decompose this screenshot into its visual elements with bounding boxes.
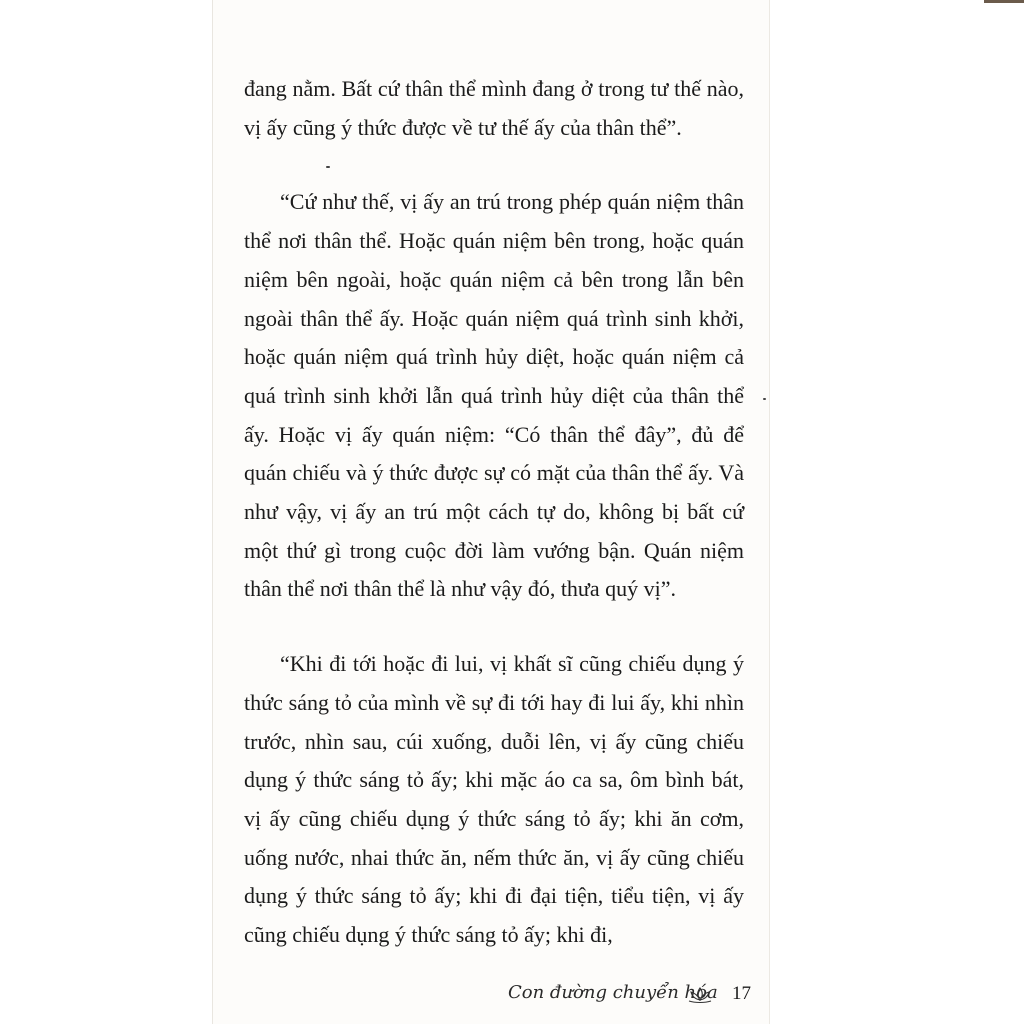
running-footer-title: Con đường chuyển hóa <box>508 982 718 1003</box>
lotus-ornament-icon <box>686 986 714 1004</box>
paragraph-1: đang nằm. Bất cứ thân thể mình đang ở trong tư thế nào, vị ấy cũng ý thức được về tư thế ấy của thân thể”. <box>244 76 744 140</box>
page-body <box>244 70 744 955</box>
paragraph-3: “Khi đi tới hoặc đi lui, vị khất sĩ cũng chiếu dụng ý thức sáng tỏ của mình về sự đi tới hay đi lui ấy, khi nhìn trước, nhìn sau, cúi xuống, duỗi lên, vị ấy cũng chiếu dụng ý thức sáng tỏ ấy; khi mặc áo ca sa, ôm bình bát, vị ấy cũng chiếu dụng ý thức sáng tỏ ấy; khi ăn cơm, uống nước, nhai thức ăn, nếm thức ăn, vị ấy cũng chiếu dụng ý thức sáng tỏ ấy; khi đi đại tiện, tiểu tiện, vị ấy cũng chiếu dụng ý thức sáng tỏ ấy; khi đi, <box>244 651 744 948</box>
scan-edge-mark <box>984 0 1024 3</box>
page-footer <box>0 982 1024 1022</box>
page-number: 17 <box>732 983 751 1004</box>
ink-speck <box>763 398 766 400</box>
paragraph-2: “Cứ như thế, vị ấy an trú trong phép quán niệm thân thể nơi thân thể. Hoặc quán niệm bên trong, hoặc quán niệm bên ngoài, hoặc quán niệm cả bên trong lẫn bên ngoài thân thể ấy. Hoặc quán niệm quá trình sinh khởi, hoặc quán niệm quá trình hủy diệt, hoặc quán niệm cả quá trình sinh khởi lẫn quá trình hủy diệt của thân thể ấy. Hoặc vị ấy quán niệm: “Có thân thể đây”, đủ để quán chiếu và ý thức được sự có mặt của thân thể ấy. Và như vậy, vị ấy an trú một cách tự do, không bị bất cứ một thứ gì trong cuộc đời làm vướng bận. Quán niệm thân thể nơi thân thể là như vậy đó, thưa quý vị”. <box>244 189 744 602</box>
ink-speck <box>326 166 330 168</box>
